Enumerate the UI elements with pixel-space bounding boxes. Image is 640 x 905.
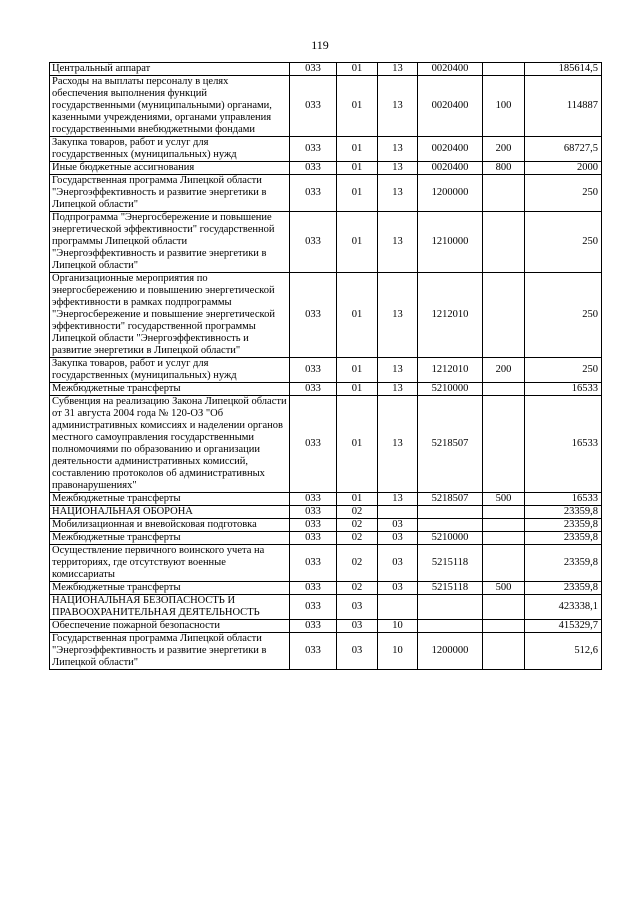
row-name: Межбюджетные трансферты	[50, 493, 290, 506]
admin-code: 033	[290, 175, 337, 212]
table-row	[50, 63, 602, 76]
section-code: 01	[337, 76, 378, 137]
admin-code: 033	[290, 273, 337, 358]
table-row	[50, 506, 602, 519]
subsection-code: 03	[378, 545, 418, 582]
amount: 114887	[525, 76, 602, 137]
amount: 16533	[525, 493, 602, 506]
expense-type	[483, 545, 525, 582]
expense-type	[483, 212, 525, 273]
row-name: Закупка товаров, работ и услуг для государственных (муниципальных) нужд	[50, 137, 290, 162]
admin-code: 033	[290, 620, 337, 633]
admin-code: 033	[290, 506, 337, 519]
subsection-code: 13	[378, 76, 418, 137]
amount: 23359,8	[525, 532, 602, 545]
target-code: 1200000	[418, 175, 483, 212]
expense-type	[483, 506, 525, 519]
amount: 23359,8	[525, 582, 602, 595]
section-code: 01	[337, 212, 378, 273]
table-body	[50, 63, 602, 670]
subsection-code: 13	[378, 493, 418, 506]
admin-code: 033	[290, 358, 337, 383]
section-code: 02	[337, 545, 378, 582]
expense-type	[483, 595, 525, 620]
target-code: 5215118	[418, 582, 483, 595]
target-code: 1212010	[418, 273, 483, 358]
expense-type: 500	[483, 582, 525, 595]
section-code: 01	[337, 396, 378, 493]
amount: 415329,7	[525, 620, 602, 633]
amount: 23359,8	[525, 506, 602, 519]
target-code: 5218507	[418, 396, 483, 493]
table-row	[50, 493, 602, 506]
page-number: 119	[311, 38, 329, 52]
row-name: Подпрограмма "Энергосбережение и повышение энергетической эффективности" государственной программы Липецкой области "Энергоэффективность и развитие энергетики в Липецкой области"	[50, 212, 290, 273]
section-code: 03	[337, 633, 378, 670]
subsection-code: 13	[378, 358, 418, 383]
table-row	[50, 273, 602, 358]
row-name: Межбюджетные трансферты	[50, 532, 290, 545]
budget-table	[49, 62, 602, 670]
target-code: 0020400	[418, 162, 483, 175]
table-row	[50, 595, 602, 620]
section-code: 01	[337, 137, 378, 162]
subsection-code: 03	[378, 532, 418, 545]
subsection-code: 13	[378, 162, 418, 175]
section-code: 01	[337, 493, 378, 506]
subsection-code: 10	[378, 633, 418, 670]
amount: 250	[525, 358, 602, 383]
subsection-code	[378, 595, 418, 620]
expense-type: 100	[483, 76, 525, 137]
section-code: 02	[337, 582, 378, 595]
amount: 68727,5	[525, 137, 602, 162]
target-code: 5215118	[418, 545, 483, 582]
expense-type	[483, 620, 525, 633]
row-name: НАЦИОНАЛЬНАЯ БЕЗОПАСНОСТЬ И ПРАВООХРАНИТЕЛЬНАЯ ДЕЯТЕЛЬНОСТЬ	[50, 595, 290, 620]
target-code	[418, 506, 483, 519]
subsection-code: 13	[378, 273, 418, 358]
row-name: Межбюджетные трансферты	[50, 383, 290, 396]
target-code: 5210000	[418, 383, 483, 396]
subsection-code: 10	[378, 620, 418, 633]
expense-type: 800	[483, 162, 525, 175]
admin-code: 033	[290, 493, 337, 506]
expense-type: 500	[483, 493, 525, 506]
row-name: Расходы на выплаты персоналу в целях обеспечения выполнения функций государственными (муниципальными) органами, казенными учреждениями, органами управления государственными внебюджетными фондами	[50, 76, 290, 137]
admin-code: 033	[290, 519, 337, 532]
admin-code: 033	[290, 63, 337, 76]
expense-type	[483, 63, 525, 76]
amount: 512,6	[525, 633, 602, 670]
section-code: 01	[337, 162, 378, 175]
section-code: 03	[337, 620, 378, 633]
subsection-code: 13	[378, 137, 418, 162]
expense-type	[483, 633, 525, 670]
admin-code: 033	[290, 76, 337, 137]
row-name: Государственная программа Липецкой области "Энергоэффективность и развитие энергетики в Липецкой области"	[50, 633, 290, 670]
admin-code: 033	[290, 212, 337, 273]
row-name: Центральный аппарат	[50, 63, 290, 76]
table-row	[50, 76, 602, 137]
admin-code: 033	[290, 383, 337, 396]
row-name: Межбюджетные трансферты	[50, 582, 290, 595]
table-row	[50, 545, 602, 582]
table-row	[50, 582, 602, 595]
amount: 2000	[525, 162, 602, 175]
admin-code: 033	[290, 633, 337, 670]
row-name: Иные бюджетные ассигнования	[50, 162, 290, 175]
expense-type: 200	[483, 137, 525, 162]
table-row	[50, 358, 602, 383]
section-code: 01	[337, 63, 378, 76]
admin-code: 033	[290, 396, 337, 493]
target-code: 5210000	[418, 532, 483, 545]
target-code: 1212010	[418, 358, 483, 383]
amount: 250	[525, 273, 602, 358]
section-code: 02	[337, 506, 378, 519]
target-code: 1210000	[418, 212, 483, 273]
table-row	[50, 162, 602, 175]
subsection-code	[378, 506, 418, 519]
admin-code: 033	[290, 595, 337, 620]
section-code: 01	[337, 358, 378, 383]
expense-type	[483, 396, 525, 493]
admin-code: 033	[290, 582, 337, 595]
admin-code: 033	[290, 545, 337, 582]
table-row	[50, 175, 602, 212]
table-row	[50, 532, 602, 545]
admin-code: 033	[290, 532, 337, 545]
table-row	[50, 383, 602, 396]
target-code: 0020400	[418, 137, 483, 162]
target-code	[418, 595, 483, 620]
table-row	[50, 137, 602, 162]
row-name: Мобилизационная и вневойсковая подготовка	[50, 519, 290, 532]
expense-type: 200	[483, 358, 525, 383]
amount: 16533	[525, 396, 602, 493]
admin-code: 033	[290, 137, 337, 162]
table-row	[50, 620, 602, 633]
row-name: Осуществление первичного воинского учета на территориях, где отсутствуют военные комиссариаты	[50, 545, 290, 582]
row-name: Государственная программа Липецкой области "Энергоэффективность и развитие энергетики в Липецкой области"	[50, 175, 290, 212]
target-code: 0020400	[418, 63, 483, 76]
table-row	[50, 396, 602, 493]
row-name: Обеспечение пожарной безопасности	[50, 620, 290, 633]
table-row	[50, 212, 602, 273]
expense-type	[483, 532, 525, 545]
target-code: 1200000	[418, 633, 483, 670]
amount: 23359,8	[525, 545, 602, 582]
subsection-code: 13	[378, 63, 418, 76]
section-code: 02	[337, 532, 378, 545]
target-code: 0020400	[418, 76, 483, 137]
admin-code: 033	[290, 162, 337, 175]
target-code	[418, 620, 483, 633]
table-row	[50, 519, 602, 532]
row-name: Субвенция на реализацию Закона Липецкой области от 31 августа 2004 года № 120-ОЗ "Об административных комиссиях и наделении органов местного самоуправления государственными полномочиями по образованию и организации деятельности административных комиссий, составлению протоколов об административных правонарушениях"	[50, 396, 290, 493]
section-code: 01	[337, 383, 378, 396]
table-row	[50, 633, 602, 670]
subsection-code: 03	[378, 519, 418, 532]
expense-type	[483, 273, 525, 358]
subsection-code: 13	[378, 175, 418, 212]
subsection-code: 13	[378, 383, 418, 396]
row-name: НАЦИОНАЛЬНАЯ ОБОРОНА	[50, 506, 290, 519]
amount: 250	[525, 212, 602, 273]
target-code: 5218507	[418, 493, 483, 506]
section-code: 02	[337, 519, 378, 532]
expense-type	[483, 175, 525, 212]
amount: 423338,1	[525, 595, 602, 620]
subsection-code: 03	[378, 582, 418, 595]
row-name: Организационные мероприятия по энергосбережению и повышению энергетической эффективности в рамках подпрограммы "Энергосбережение и повышение энергетической эффективности" государственной программы Липецкой области "Энергоэффективность и развитие энергетики в Липецкой области"	[50, 273, 290, 358]
amount: 250	[525, 175, 602, 212]
row-name: Закупка товаров, работ и услуг для государственных (муниципальных) нужд	[50, 358, 290, 383]
amount: 23359,8	[525, 519, 602, 532]
section-code: 03	[337, 595, 378, 620]
subsection-code: 13	[378, 396, 418, 493]
amount: 185614,5	[525, 63, 602, 76]
expense-type	[483, 519, 525, 532]
section-code: 01	[337, 273, 378, 358]
amount: 16533	[525, 383, 602, 396]
section-code: 01	[337, 175, 378, 212]
subsection-code: 13	[378, 212, 418, 273]
target-code	[418, 519, 483, 532]
expense-type	[483, 383, 525, 396]
